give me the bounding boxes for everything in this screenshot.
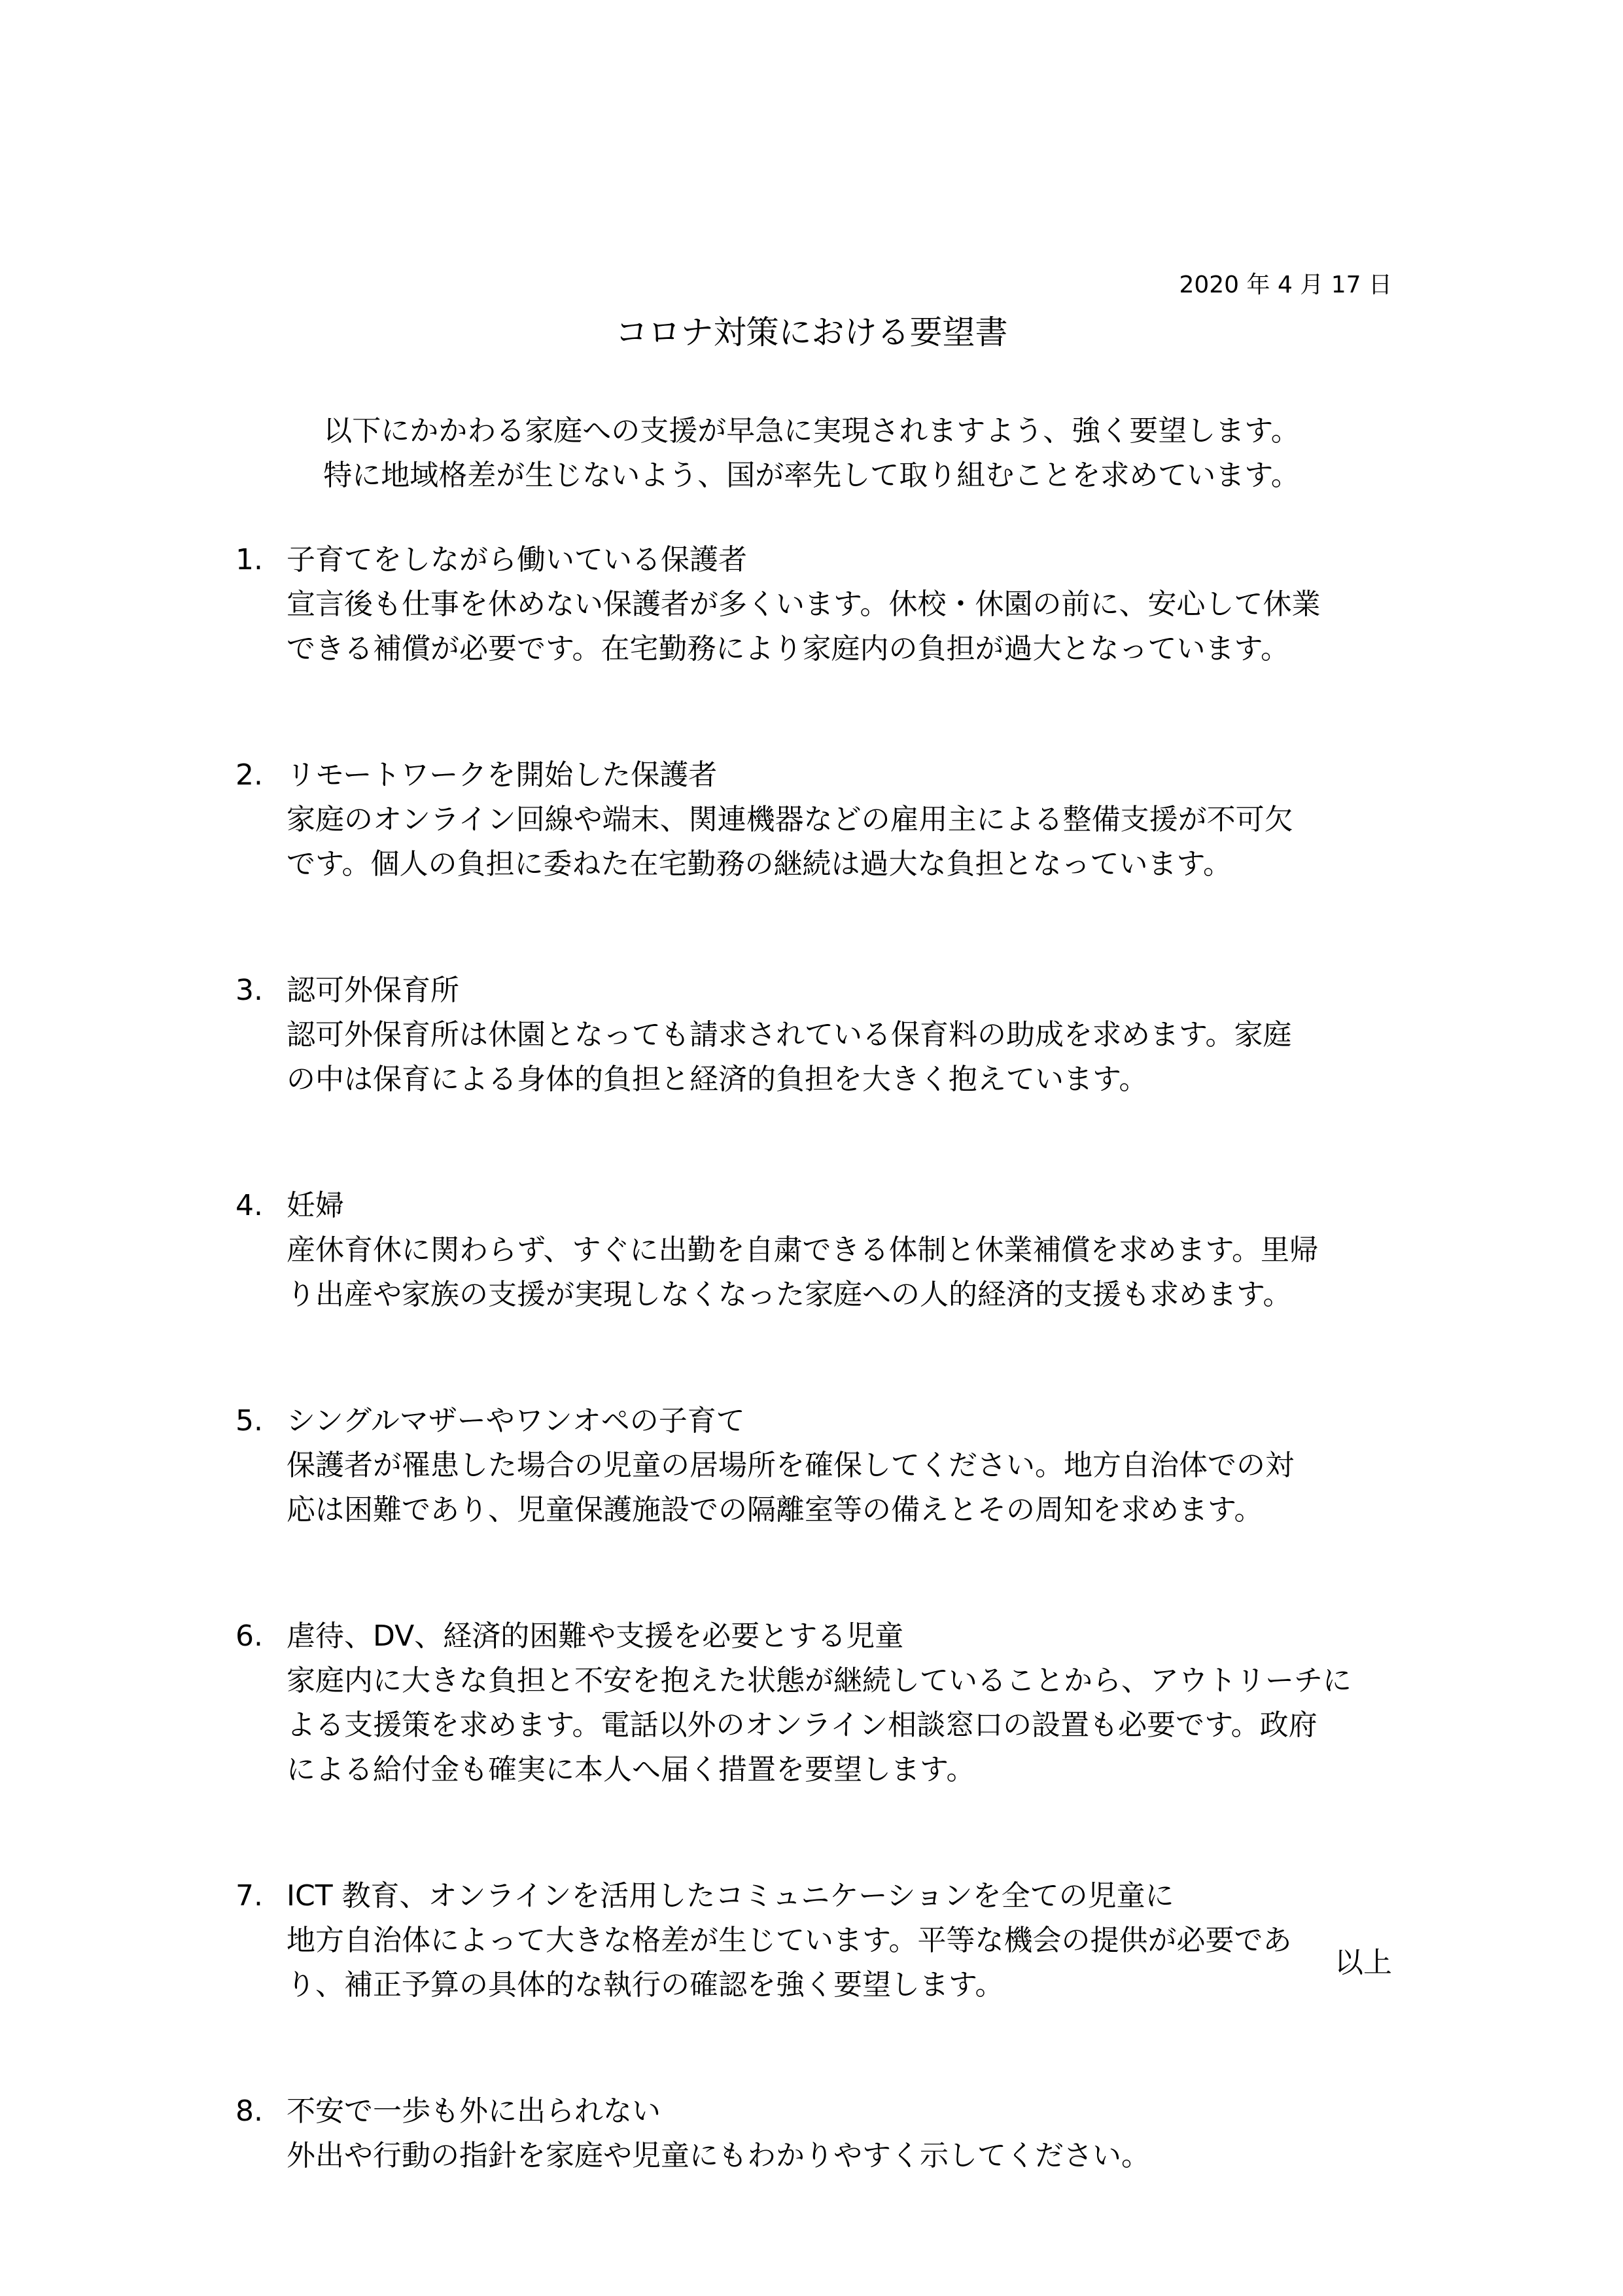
item-text-line: 家庭内に大きな負担と不安を抱えた状態が継続していることから、アウトリーチに bbox=[287, 1664, 1352, 1697]
item-text-line: り出産や家族の支援が実現しなくなった家庭への人的経済的支援も求めます。 bbox=[287, 1278, 1292, 1311]
request-item bbox=[236, 538, 1413, 671]
item-heading: ICT 教育、オンラインを活用したコミュニケーションを全ての児童に bbox=[287, 1879, 1174, 1913]
item-text-line: 産休育休に関わらず、すぐに出勤を自粛できる体制と休業補償を求めます。里帰 bbox=[287, 1233, 1318, 1267]
item-body bbox=[287, 1399, 1413, 1532]
item-text-line: 宣言後も仕事を休めない保護者が多くいます。休校・休園の前に、安心して休業 bbox=[287, 588, 1321, 621]
document-title: コロナ対策における要望書 bbox=[615, 313, 1008, 351]
intro-line: 特に地域格差が生じないよう、国が率先して取り組むことを求めています。 bbox=[323, 459, 1300, 492]
item-heading: 認可外保育所 bbox=[287, 974, 459, 1007]
item-heading: 虐待、DV、経済的困難や支援を必要とする児童 bbox=[287, 1619, 904, 1653]
request-item bbox=[236, 2089, 1413, 2178]
request-item bbox=[236, 1614, 1413, 1792]
item-number: 2. bbox=[236, 758, 263, 792]
request-list bbox=[236, 538, 1413, 2260]
item-text-line: り、補正予算の具体的な執行の確認を強く要望します。 bbox=[287, 1968, 1004, 2002]
item-number: 8. bbox=[236, 2094, 263, 2128]
item-number: 6. bbox=[236, 1619, 263, 1653]
intro-line: 以下にかかわる家庭への支援が早急に実現されますよう、強く要望します。 bbox=[323, 414, 1300, 448]
closing-mark: 以上 bbox=[1335, 1946, 1392, 1979]
item-text-line: です。個人の負担に委ねた在宅勤務の継続は過大な負担となっています。 bbox=[287, 847, 1232, 881]
item-body bbox=[287, 753, 1413, 887]
item-text-line: 家庭のオンライン回線や端末、関連機器などの雇用主による整備支援が不可欠 bbox=[287, 803, 1293, 836]
item-text-line: できる補償が必要です。在宅勤務により家庭内の負担が過大となっています。 bbox=[287, 632, 1289, 665]
item-number: 4. bbox=[236, 1189, 263, 1222]
item-heading: 妊婦 bbox=[287, 1189, 344, 1222]
item-text-line: 認可外保育所は休園となっても請求されている保育料の助成を求めます。家庭 bbox=[287, 1018, 1292, 1051]
item-number: 7. bbox=[236, 1879, 263, 1913]
item-body bbox=[287, 538, 1413, 671]
item-text-line: 地方自治体によって大きな格差が生じています。平等な機会の提供が必要であ bbox=[287, 1924, 1292, 1957]
item-body bbox=[287, 2089, 1413, 2178]
item-heading: 子育てをしながら働いている保護者 bbox=[287, 543, 747, 576]
request-item bbox=[236, 1184, 1413, 1317]
item-text-line: 外出や行動の指針を家庭や児童にもわかりやすく示してください。 bbox=[287, 2139, 1150, 2172]
item-body bbox=[287, 1874, 1413, 2007]
item-text-line: よる支援策を求めます。電話以外のオンライン相談窓口の設置も必要です。政府 bbox=[287, 1708, 1318, 1742]
item-heading: リモートワークを開始した保護者 bbox=[287, 758, 718, 792]
item-body bbox=[287, 1184, 1413, 1317]
item-heading: シングルマザーやワンオペの子育て bbox=[287, 1404, 745, 1438]
request-item bbox=[236, 968, 1413, 1102]
item-body bbox=[287, 1614, 1413, 1792]
intro-paragraph bbox=[0, 409, 1623, 498]
item-heading: 不安で一歩も外に出られない bbox=[287, 2094, 661, 2128]
item-number: 1. bbox=[236, 543, 263, 576]
item-body bbox=[287, 968, 1413, 1102]
item-number: 3. bbox=[236, 974, 263, 1007]
request-item bbox=[236, 753, 1413, 887]
request-item bbox=[236, 1874, 1413, 2007]
item-text-line: 応は困難であり、児童保護施設での隔離室等の備えとその周知を求めます。 bbox=[287, 1493, 1263, 1527]
request-item bbox=[236, 1399, 1413, 1532]
document-date: 2020 年 4 月 17 日 bbox=[1179, 272, 1392, 298]
item-number: 5. bbox=[236, 1404, 263, 1438]
item-text-line: の中は保育による身体的負担と経済的負担を大きく抱えています。 bbox=[287, 1063, 1148, 1096]
item-text-line: による給付金も確実に本人へ届く措置を要望します。 bbox=[287, 1753, 975, 1786]
item-text-line: 保護者が罹患した場合の児童の居場所を確保してください。地方自治体での対 bbox=[287, 1449, 1294, 1482]
